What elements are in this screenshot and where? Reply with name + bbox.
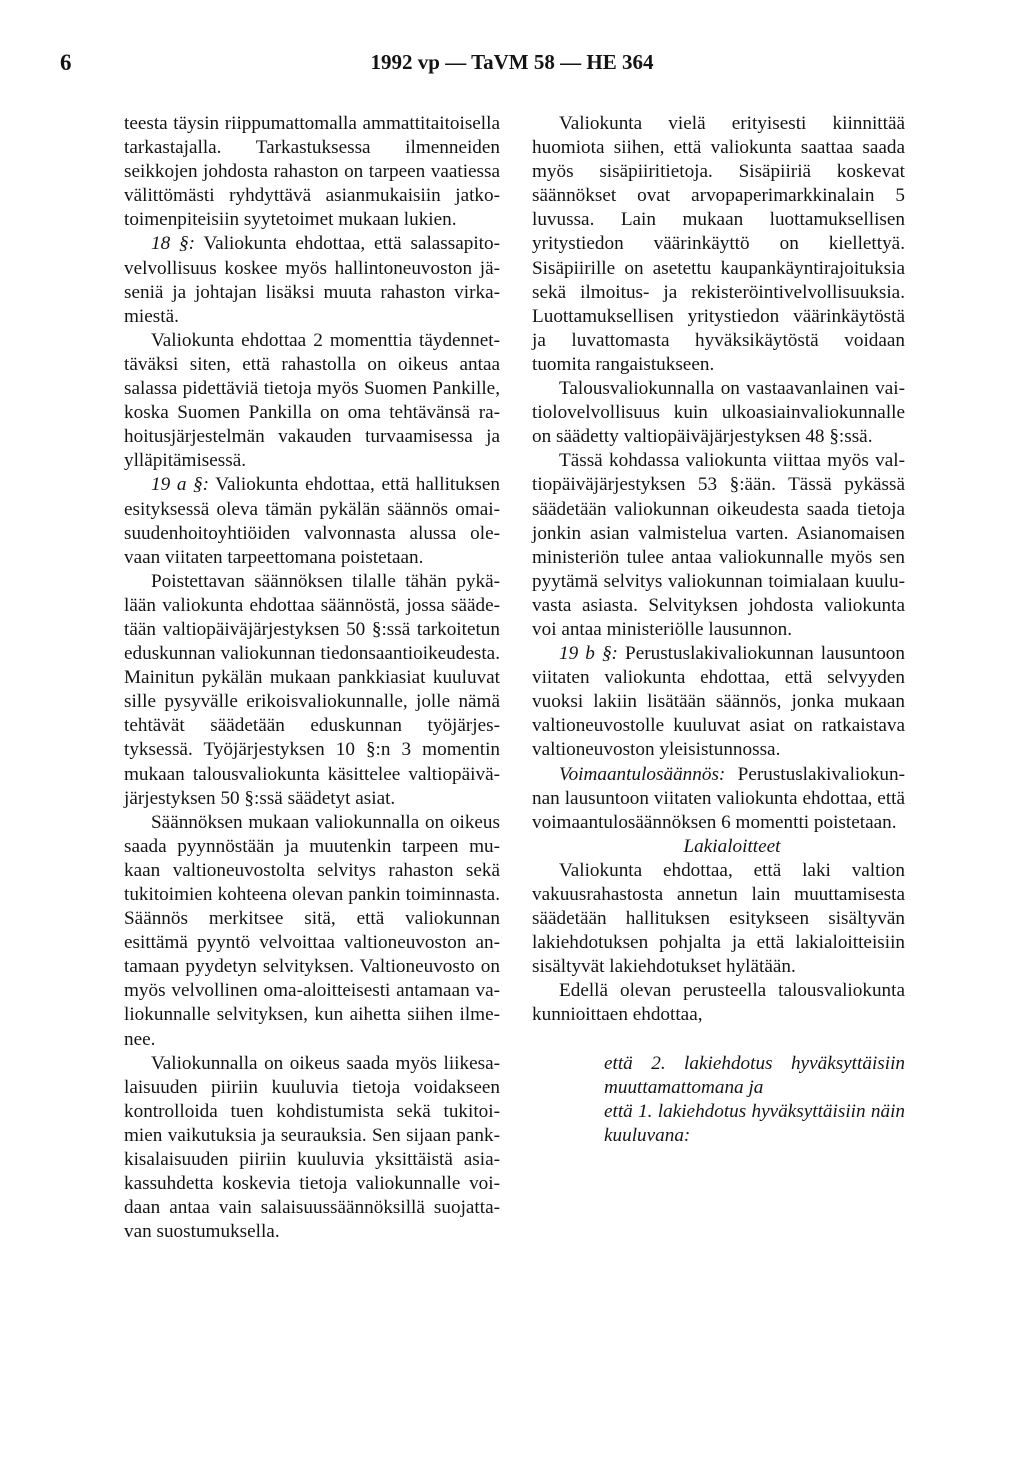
left-paragraph-6: Säännöksen mukaan valiokunnalla on oikeus saada pyynnöstään ja muutenkin tarpeen mukaan valtioneuvostolta selvitys rahaston sekä tukitoimien kohteena olevan pankin toiminnasta. Säännös merkitsee sitä, että valiokunnan esittämä pyyntö velvoittaa valtioneuvoston antamaan pyydetyn selvityksen. Valtioneuvosto on myös velvollinen oma-aloitteisesti antamaan valiokunnalle selvityksen, kun aihetta siihen ilmenee. (124, 811, 500, 1050)
right-column (532, 112, 905, 1148)
left-paragraph-1: teesta täysin riippumattomalla ammattitaitoisella tarkastajalla. Tarkastuksessa ilmenneiden seikkojen johdosta rahaston on tarpeen vaatiessa välittömästi ryhdyttävä asianmukaisiin jatkotoimenpiteisiin syytetoimet mukaan lukien. (124, 113, 500, 231)
section-ref-18: 18 §: (151, 233, 195, 255)
proposal-2: että 1. lakiehdotus hyväksyttäisiin näin kuuluvana: (604, 1100, 905, 1146)
left-paragraph-5: Poistettavan säännöksen tilalle tähän pykälään valiokunta ehdottaa säännöstä, jossa säädetään valtiopäiväjärjestyksen 50 §:ssä tarkoitetun eduskunnan valiokunnan tiedonsaantioikeudesta. Mainitun pykälän mukaan pankkiasiat kuuluvat sille pysyvälle erikoisvaliokunnalle, jolle nämä tehtävät säädetään eduskunnan työjärjestyksessä. Työjärjestyksen 10 §:n 3 momentin mukaan talousvaliokunta käsittelee valtiopäiväjärjestyksen 50 §:ssä säädetyt asiat. (124, 570, 500, 809)
left-column (124, 112, 500, 1244)
left-paragraph-3: Valiokunta ehdottaa 2 momenttia täydennettäväksi siten, että rahastolla on oikeus antaa salassa pidettäviä tietoja myös Suomen Pankille, koska Suomen Pankilla on oma tehtävänsä rahoitusjärjestelmän vakauden turvaamisessa ja ylläpitämisessä. (124, 329, 500, 472)
right-paragraph-7: Edellä olevan perusteella talousvaliokunta kunnioittaen ehdottaa, (532, 980, 905, 1026)
right-paragraph-4-text: Perustuslakivaliokunnan lausuntoon viitaten valiokunta ehdottaa, että selvyyden vuoksi lakiin lisätään säännös, jonka mukaan valtioneuvostolle kuuluvat asiat on ratkaistava valtioneuvoston yleisistunnossa. (532, 643, 905, 761)
left-paragraph-2-text: Valiokunta ehdottaa, että salassapitovelvollisuus koskee myös hallintoneuvoston jäseniä ja johtajan lisäksi muuta rahaston virkamiestä. (124, 233, 500, 327)
right-paragraph-5 (532, 763, 905, 835)
right-paragraph-2: Talousvaliokunnalla on vastaavanlainen vaitiolovelvollisuus kuin ulkoasiainvaliokunnalle on säädetty valtiopäiväjärjestyksen 48 §:ssä. (532, 378, 905, 448)
proposal-1: että 2. lakiehdotus hyväksyttäisiin muuttamattomana ja (604, 1052, 905, 1098)
right-paragraph-3: Tässä kohdassa valiokunta viittaa myös valtiopäiväjärjestyksen 53 §:ään. Tässä pykässä säädetään valiokunnan oikeudesta saada tietoja jonkin asian valmistelua varten. Asianomaisen ministeriön tulee antaa valiokunnalle myös sen pyytämä selvitys valiokunnan toimialaan kuuluvasta asiasta. Selvityksen johdosta valiokunta voi antaa ministeriölle lausunnon. (532, 450, 905, 640)
right-paragraph-4 (532, 642, 905, 762)
left-paragraph-4-text: Valiokunta ehdottaa, että hallituksen esityksessä oleva tämän pykälän säännös omaisuudenhoitoyhtiöiden valvonnasta alussa olevaan viitaten tarpeettomana poistetaan. (124, 474, 501, 568)
left-paragraph-7: Valiokunnalla on oikeus saada myös liikesalaisuuden piiriin kuuluvia tietoja voidakseen kontrolloida tuen kohdistumista sekä tukitoimien vaikutuksia ja seurauksia. Sen sijaan pankkisalaisuuden piiriin kuuluvia yksittäistä asiakassuhdetta koskevia tietoja valiokunnalle voidaan antaa vain salaisuussäännöksillä suojattavan suostumuksella. (124, 1052, 500, 1243)
left-paragraph-4 (124, 473, 500, 569)
right-paragraph-1: Valiokunta vielä erityisesti kiinnittää huomiota siihen, että valiokunta saattaa saada myös sisäpiiritietoja. Sisäpiiriä koskevat säännökset ovat arvopaperimarkkinalain 5 luvussa. Lain mukaan luottamuksellisen yritystiedon väärinkäyttö on kiellettyä. Sisäpiirille on asetettu kaupankäyntirajoituksia sekä ilmoitus- ja rekisteröintivelvollisuuksia. Luottamuksellisen yritystiedon väärinkäytöstä ja luvattomasta hyväksikäytöstä voidaan tuomita rangaistukseen. (532, 113, 905, 375)
running-header: 1992 vp — TaVM 58 — HE 364 (370, 50, 654, 74)
section-ref-19a: 19 a §: (151, 474, 210, 496)
proposal-block (532, 1052, 905, 1148)
page-number: 6 (60, 50, 72, 75)
right-paragraph-6: Valiokunta ehdottaa, että laki valtion vakuusrahastosta annetun lain muuttamisesta säädetään hallituksen esitykseen sisältyvän lakiehdotuksen pohjalta ja että lakialoitteisiin sisältyvät lakiehdotukset hylätään. (532, 859, 905, 978)
section-ref-19b: 19 b §: (559, 643, 618, 665)
right-paragraph-5-text: Perustuslakivaliokunnan lausuntoon viitaten valiokunta ehdottaa, että voimaantulosäännöksen 6 momentti poistetaan. (532, 763, 905, 833)
section-heading-lakialoitteet: Lakialoitteet (683, 835, 781, 857)
entry-into-force-ref: Voimaantulosäännös: (559, 763, 726, 785)
left-paragraph-2 (124, 232, 500, 328)
